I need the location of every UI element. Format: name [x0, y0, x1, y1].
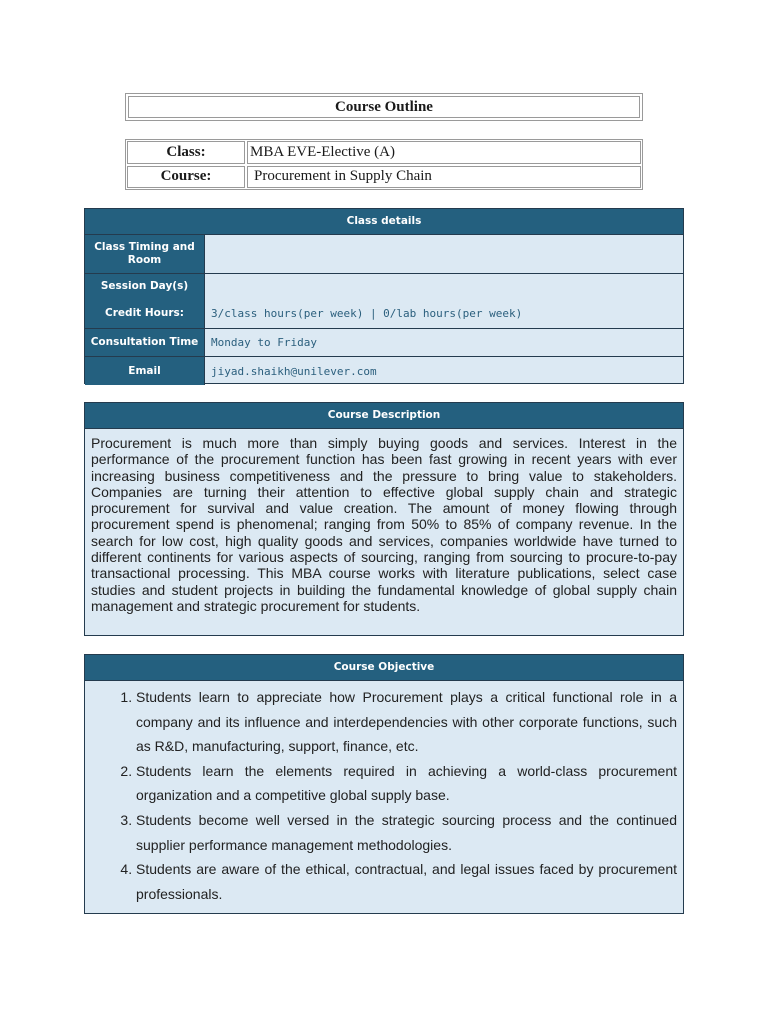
course-value: Procurement in Supply Chain [247, 166, 641, 189]
course-label: Course: [127, 166, 245, 189]
course-description-text: Procurement is much more than simply buying goods and services. Interest in the performance of the procurement function has been fast growing in recent years with ever increasing business competitiveness and the pressure to bring value to stakeholders. Companies are turning their attention to effective global supply chain and strategic procurement for survival and value creation. The amount of money flowing through procurement spend is phenomenal; ranging from 50% to 85% of company revenue. In the search for low cost, high quality goods and services, companies worldwide have turned to different continents for various aspects of sourcing, ranging from sourcing to procure-to-pay transactional processing. This MBA course works with literature publications, select case studies and student projects in building the fundamental knowledge of global supply chain management and strategic procurement for students. [91, 435, 677, 614]
objective-item: 2. Students learn the elements required in achieving a world-class procurement organization and a competitive global supply base. [136, 759, 677, 808]
course-description-panel [84, 402, 684, 636]
class-course-table [125, 139, 643, 190]
class-details-body [85, 235, 683, 385]
class-timing-label: Class Timing and Room [85, 235, 204, 273]
consultation-time-label: Consultation Time [85, 329, 204, 356]
credit-hours-label: Credit Hours: [85, 298, 204, 328]
course-outline-title: Course Outline [128, 96, 640, 118]
email-label: Email [85, 357, 204, 385]
class-timing-value [205, 235, 683, 273]
class-details-panel [84, 208, 684, 384]
course-objective-header: Course Objective [85, 655, 683, 681]
class-label: Class: [127, 141, 245, 164]
objective-item: 3. Students become well versed in the strategic sourcing process and the continued supplier performance management methodologies. [136, 808, 677, 857]
consultation-time-value: Monday to Friday [211, 336, 317, 349]
objective-item: 4. Students are aware of the ethical, contractual, and legal issues faced by procurement professionals. [136, 857, 677, 906]
session-days-value [205, 274, 683, 298]
course-objective-list [85, 681, 683, 906]
class-value: MBA EVE-Elective (A) [247, 141, 641, 164]
credit-hours-value: 3/class hours(per week) | 0/lab hours(per week) [211, 306, 523, 320]
objective-item: 1. Students learn to appreciate how Procurement plays a critical functional role in a company and its influence and interdependencies with other corporate functions, such as R&D, manufacturing, support, finance, etc. [136, 685, 677, 759]
course-outline-box [125, 93, 643, 121]
course-description-header: Course Description [85, 403, 683, 429]
class-details-header: Class details [85, 209, 683, 235]
course-objective-panel [84, 654, 684, 914]
session-days-label: Session Day(s) [85, 274, 204, 298]
email-value[interactable]: jiyad.shaikh@unilever.com [211, 364, 377, 378]
